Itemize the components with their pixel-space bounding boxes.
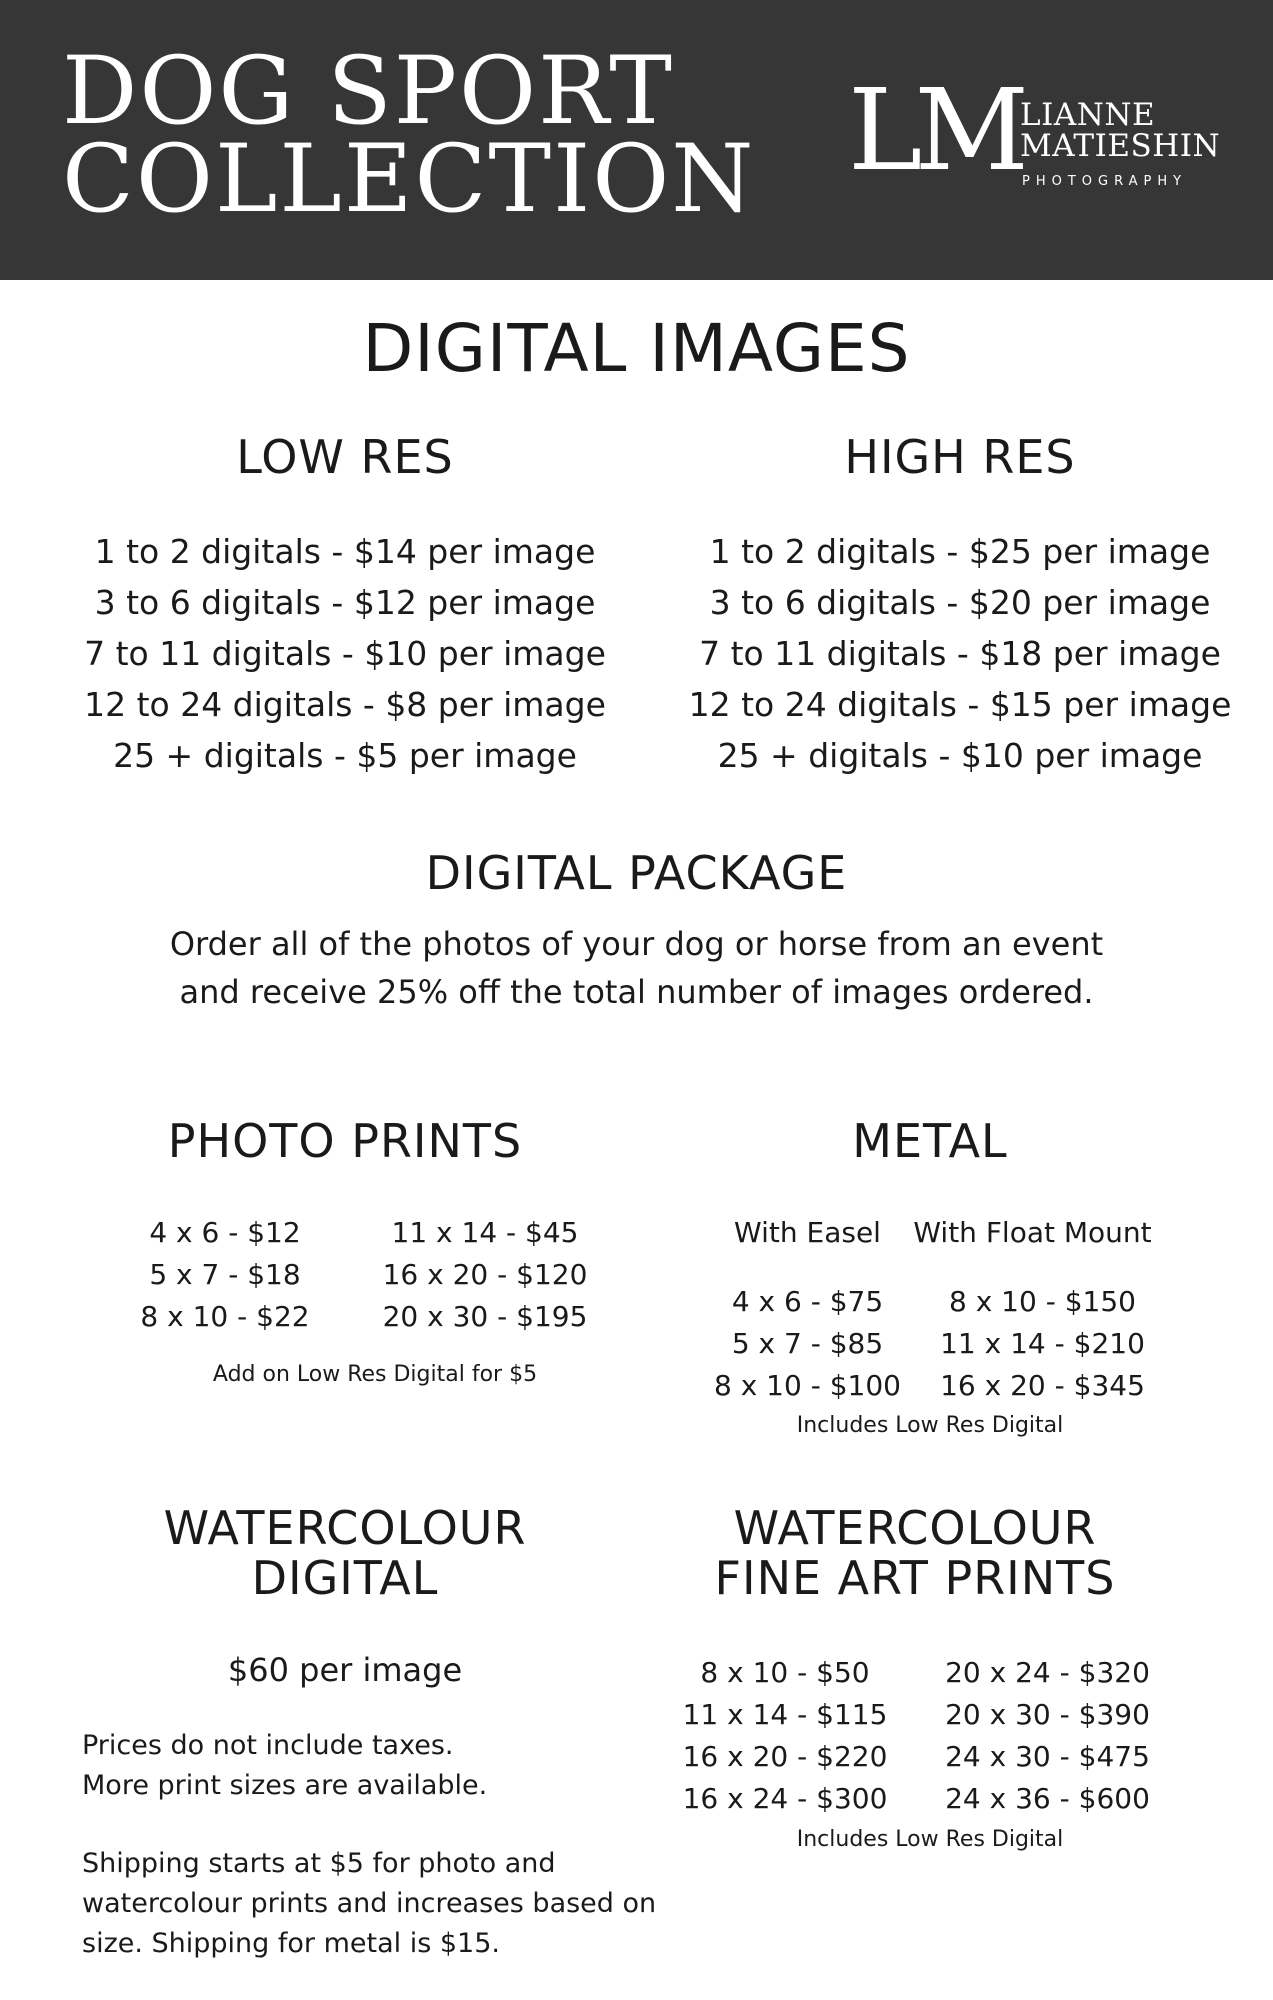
- watercolour-prints-heading-line-1: WATERCOLOUR: [733, 1501, 1097, 1555]
- low-res-heading: LOW RES: [236, 430, 454, 484]
- metal-easel-label: With Easel: [734, 1216, 881, 1249]
- shipping-notes: [82, 1844, 656, 1964]
- price-item: 16 x 24 - $300: [682, 1782, 888, 1815]
- title-line-2: COLLECTION: [62, 125, 756, 234]
- price-item: 24 x 30 - $475: [945, 1740, 1150, 1773]
- logo-name-line-1: LIANNE: [1020, 97, 1156, 133]
- price-item: 5 x 7 - $18: [149, 1258, 301, 1291]
- notes-line: More print sizes are available.: [82, 1770, 488, 1801]
- price-item: 8 x 10 - $50: [700, 1656, 870, 1689]
- price-item: 11 x 14 - $45: [391, 1216, 579, 1249]
- price-item: 16 x 20 - $120: [382, 1258, 588, 1291]
- high-res-tier: 12 to 24 digitals - $15 per image: [688, 685, 1232, 724]
- high-res-heading: HIGH RES: [844, 430, 1076, 484]
- price-item: 11 x 14 - $210: [940, 1327, 1145, 1360]
- price-item: 4 x 6 - $12: [149, 1216, 301, 1249]
- page-header: [0, 0, 1273, 280]
- low-res-tier: 3 to 6 digitals - $12 per image: [94, 583, 596, 622]
- high-res-tier: 1 to 2 digitals - $25 per image: [709, 532, 1211, 571]
- logo-subtitle: PHOTOGRAPHY: [1022, 174, 1188, 189]
- photo-prints-left-list: [90, 1212, 360, 1338]
- metal-right-list: [910, 1281, 1175, 1407]
- price-item: 5 x 7 - $85: [731, 1327, 884, 1360]
- notes-line: Shipping starts at $5 for photo and: [82, 1848, 556, 1879]
- price-item: 24 x 36 - $600: [945, 1782, 1150, 1815]
- notes-line: Prices do not include taxes.: [82, 1730, 454, 1761]
- digital-package-description: [0, 920, 1273, 1016]
- low-res-tier: 7 to 11 digitals - $10 per image: [84, 634, 606, 673]
- price-item: 16 x 20 - $220: [682, 1740, 888, 1773]
- price-item: 11 x 14 - $115: [682, 1698, 888, 1731]
- digital-package-line-2: and receive 25% off the total number of images ordered.: [179, 973, 1094, 1011]
- photo-prints-note: Add on Low Res Digital for $5: [212, 1362, 538, 1387]
- low-res-tier: 1 to 2 digitals - $14 per image: [94, 532, 596, 571]
- metal-float-mount-label: With Float Mount: [913, 1216, 1152, 1249]
- digital-package-heading: DIGITAL PACKAGE: [425, 846, 848, 900]
- low-res-tier: 25 + digitals - $5 per image: [113, 736, 577, 775]
- collection-title: [62, 37, 756, 234]
- logo-name: [1020, 97, 1221, 164]
- logo-name-line-2: MATIESHIN: [1020, 128, 1221, 164]
- price-item: 8 x 10 - $22: [140, 1300, 310, 1333]
- watercolour-prints-note: Includes Low Res Digital: [796, 1827, 1064, 1852]
- watercolour-digital-price: $60 per image: [227, 1651, 463, 1689]
- watercolour-prints-heading: [640, 1503, 1190, 1603]
- metal-heading: METAL: [852, 1114, 1008, 1168]
- low-res-tier-list: [0, 526, 690, 781]
- title-line-1: DOG SPORT: [62, 37, 674, 146]
- price-item: 20 x 24 - $320: [945, 1656, 1150, 1689]
- notes-line: watercolour prints and increases based on: [82, 1888, 657, 1919]
- price-item: 8 x 10 - $100: [714, 1369, 901, 1402]
- watercolour-prints-heading-line-2: FINE ART PRINTS: [714, 1551, 1116, 1605]
- price-item: 16 x 20 - $345: [940, 1369, 1145, 1402]
- low-res-tier: 12 to 24 digitals - $8 per image: [84, 685, 606, 724]
- pricing-notes: [82, 1726, 487, 1806]
- photo-prints-right-list: [355, 1212, 615, 1338]
- watercolour-digital-heading-line-2: DIGITAL: [251, 1551, 439, 1605]
- high-res-tier-list: [640, 526, 1273, 781]
- watercolour-digital-heading: [0, 1503, 690, 1603]
- high-res-tier: 25 + digitals - $10 per image: [717, 736, 1203, 775]
- watercolour-digital-heading-line-1: WATERCOLOUR: [163, 1501, 527, 1555]
- photo-prints-heading: PHOTO PRINTS: [167, 1114, 523, 1168]
- metal-note: Includes Low Res Digital: [796, 1413, 1064, 1438]
- watercolour-prints-right-list: [920, 1652, 1175, 1820]
- price-item: 8 x 10 - $150: [949, 1285, 1136, 1318]
- notes-line: size. Shipping for metal is $15.: [82, 1928, 500, 1959]
- high-res-tier: 7 to 11 digitals - $18 per image: [699, 634, 1221, 673]
- price-item: 4 x 6 - $75: [731, 1285, 884, 1318]
- brand-logo: [848, 66, 1228, 216]
- digital-package-line-1: Order all of the photos of your dog or horse from an event: [169, 925, 1104, 963]
- metal-left-list: [700, 1281, 915, 1407]
- price-item: 20 x 30 - $195: [382, 1300, 588, 1333]
- high-res-tier: 3 to 6 digitals - $20 per image: [709, 583, 1211, 622]
- digital-images-heading: DIGITAL IMAGES: [362, 310, 911, 387]
- logo-monogram: LM: [848, 66, 1022, 196]
- price-item: 20 x 30 - $390: [945, 1698, 1150, 1731]
- watercolour-prints-left-list: [670, 1652, 900, 1820]
